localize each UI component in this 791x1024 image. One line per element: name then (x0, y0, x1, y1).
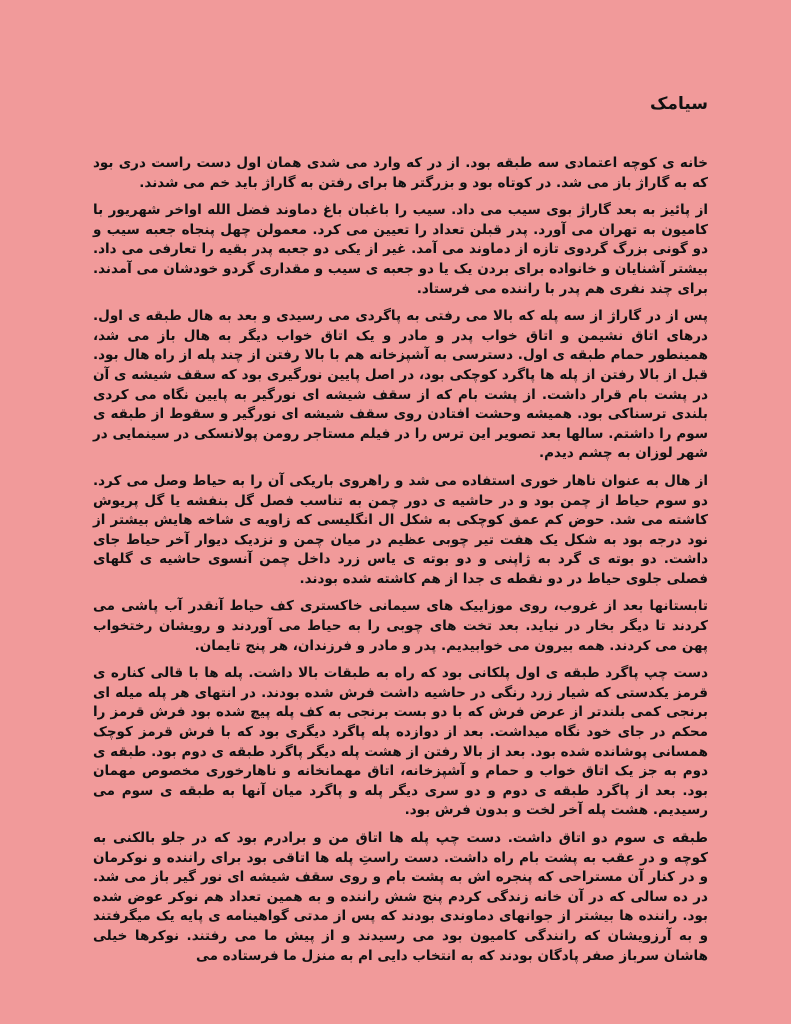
paragraph: از پائیز به بعد گاراژ بوی سیب می داد. سیب را باغبان باغ دماوند فضل الله اواخر شهریور با کامیون به تهران می آورد. پدر قبلن تعداد را تعیین می کرد. معمولن چهل پنجاه جعبه سیب و دو گونی بزرگ گردوی تازه از دماوند می آمد. غیر از یکی دو جعبه پدر بقیه را تعارفی می داد. بیشتر آشنایان و خانواده برای بردن یک یا دو جعبه ی سیب و مقداری گردو خودشان می آمدند. برای چند نفری هم پدر با راننده می فرستاد. (93, 202, 708, 297)
paragraph: از هال به عنوان ناهار خوری استفاده می شد و راهروی باریکی آن را به حیاط وصل می کرد. دو سوم حیاط از چمن بود و در حاشیه ی دور چمن به تناسب فصل گل بنفشه یا گل پریوش کاشته می شد. حوض کم عمق کوچکی به شکل ال انگلیسی که زاویه ی شاخه هایش بیشتر از نود درجه بود به شکل یک هفت تیر چوبی عظیم در میان چمن و نزدیک دیوار آخر حیاط جای داشت. دو بوته ی گرد به ژاپنی و دو بوته ی یاس زرد داخل چمن آنسوی حاشیه ی گلهای فصلی جلوی حیاط در دو نقطه ی جدا از هم کاشته شده بودند. (93, 472, 708, 587)
page-title: سیامک (650, 94, 708, 114)
paragraph: طبقه ی سوم دو اتاق داشت. دست چپ پله ها اتاق من و برادرم بود که در جلو بالکنی به کوچه و در عقب به پشت بام راه داشت. دست راستِ پله ها اتاقی بود برای راننده و نوکرمان و در کنار آن مستراحی که پنجره اش به پشت بام و روی سقف شیشه ای نور گیر باز می شد. در ده سالی که در آن خانه زندگی کردم پنج شش راننده و به همین تعداد هم نوکر عوض شده بود. راننده ها بیشتر از جوانهای دماوندی بودند که پس از مدتی گواهینامه ی پایه یک میگرفتند و به آرزویشان که رانندگی کامیون بود می رسیدند و از پیش ما می رفتند. نوکرها خیلی هاشان سرباز صفر پادگان بودند که به انتخاب دایی ام به منزل ما فرستاده می (93, 830, 708, 964)
paragraph: دست چپ پاگرد طبقه ی اول پلکانی بود که راه به طبقات بالا داشت. پله ها با قالی کناره ی قرمز یکدستی که شیار زرد رنگی در حاشیه داشت فرش شده بودند. در انتهای هر پله میله ای برنجی کمی بلندتر از عرض فرش که با دو بست برنجی به کف پله پیچ شده بود فرش قرمز را محکم در جای خود نگاه میداشت. بعد از دوازده پله پاگرد دیگری بود که با فرش قرمز کوچک همسانی پوشانده شده بود. بعد از بالا رفتن از هشت پله دیگر پاگرد طبقه ی دوم بود. طبقه ی دوم به جز یک اتاق خواب و حمام و آشپزخانه، اتاق مهمانخانه و ناهارخوری مخصوص مهمان بود. بعد از پاگرد طبقه ی دوم و دو سری دیگر پله و پاگرد میان آنها به طبقه ی سوم می رسیدیم. هشت پله آخر لخت و بدون فرش بود. (93, 665, 708, 819)
paragraph: تابستانها بعد از غروب، روی موزاییک های سیمانی خاکستری کف حیاط آنقدر آب پاشی می کردند تا دیگر بخار در نیاید. بعد تخت های چوبی را به حیاط می آوردند و رویشان رختخواب پهن می کردند. همه بیرون می خوابیدیم. پدر و مادر و فرزندان، هر پنج تایمان. (93, 598, 708, 654)
paragraph: پس از در گاراژ از سه پله که بالا می رفتی به پاگردی می رسیدی و بعد به هال طبقه ی اول. درهای اتاق نشیمن و اتاق خواب پدر و مادر و یک اتاق خواب دیگر به هال باز می شد، همینطور حمام طبقه ی اول. دسترسی به آشپزخانه هم با بالا رفتن از چند پله از راه هال بود. قبل از بالا رفتن از پله ها پاگرد کوچکی بود، در اصل پایین نورگیری بود که سقف شیشه ی آن در پشت بام قرار داشت. از پشت بام که از سقف شیشه ای نورگیر به پایین نگاه می کردی بلندی ترسناکی بود. همیشه وحشت افتادن روی سقف شیشه ای نورگیر و سقوط از طبقه ی سوم را داشتم. سالها بعد تصویر این ترس را در فیلم مستاجر رومن پولانسکی در سینمایی در شهر لوزان به چشم دیدم. (93, 308, 708, 462)
paragraph: خانه ی کوچه اعتمادی سه طبقه بود. از در که وارد می شدی همان اول دست راست دری بود که به گاراژ باز می شد. در کوتاه بود و بزرگتر ها برای رفتن به گاراژ باید خم می شدند. (93, 155, 708, 191)
